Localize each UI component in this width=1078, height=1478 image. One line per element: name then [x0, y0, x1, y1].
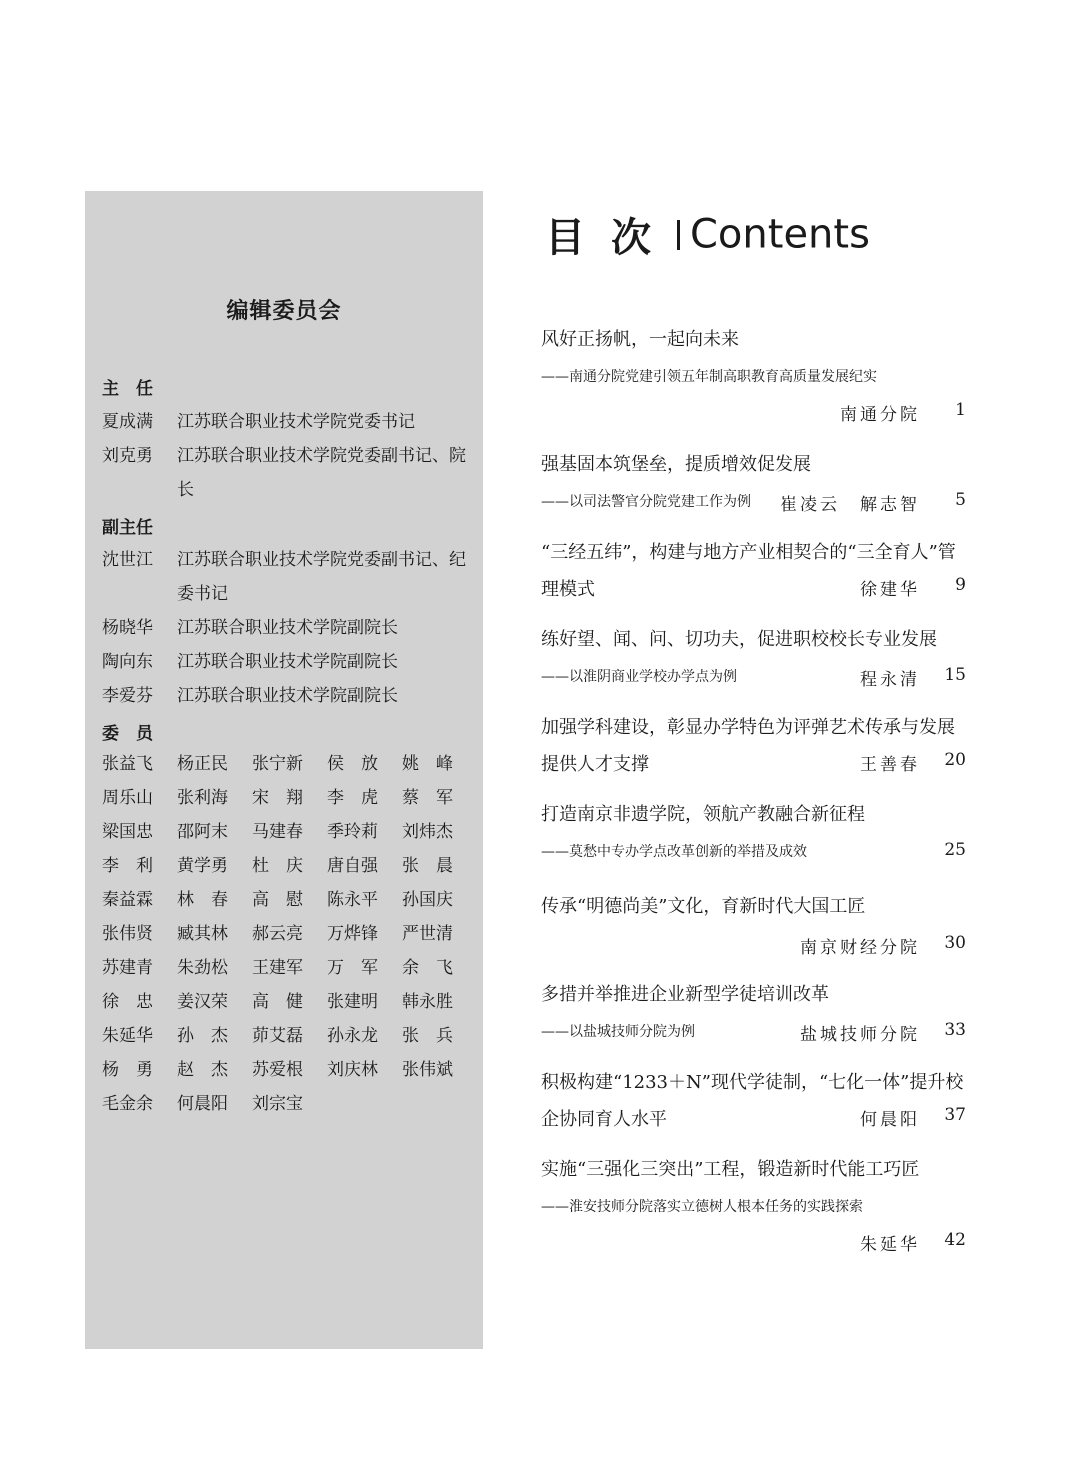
- member-name: 黄学勇: [177, 856, 228, 876]
- toc-author: 盐城技师分院: [800, 1025, 920, 1045]
- member-name: 徐 忠: [102, 992, 153, 1012]
- member-name: 秦益霖: [102, 890, 153, 910]
- toc-title-continued: 提供人才支撑: [541, 754, 649, 775]
- person-position: 江苏联合职业技术学院党委副书记、纪委书记: [177, 550, 466, 604]
- editorial-board-panel: [85, 191, 483, 1349]
- member-name: 朱劲松: [177, 958, 228, 978]
- member-name: 邵阿末: [177, 822, 228, 842]
- deputy-label: 副主任: [102, 518, 153, 538]
- board-title: 编辑委员会: [226, 299, 342, 324]
- member-name: 毛金余: [102, 1094, 153, 1114]
- toc-title: 加强学科建设，彰显办学特色为评弹艺术传承与发展: [541, 717, 955, 738]
- toc-page-number: 1: [955, 400, 966, 420]
- toc-title: 强基固本筑堡垒，提质增效促发展: [541, 454, 811, 475]
- toc-title: 多措并举推进企业新型学徒培训改革: [541, 984, 829, 1005]
- toc-author: 南京财经分院: [800, 938, 920, 958]
- toc-page-number: 42: [944, 1230, 966, 1250]
- member-name: 蔡 军: [402, 788, 453, 808]
- member-name: 朱延华: [102, 1026, 153, 1046]
- member-name: 张宁新: [252, 754, 303, 774]
- member-name: 王建军: [252, 958, 303, 978]
- member-name: 刘庆林: [327, 1060, 378, 1080]
- member-name: 万烨锋: [327, 924, 378, 944]
- member-name: 苏建青: [102, 958, 153, 978]
- members-grid: [102, 747, 477, 1121]
- member-name: 张伟斌: [402, 1060, 453, 1080]
- member-name: 万 军: [327, 958, 378, 978]
- member-name: 刘炜杰: [402, 822, 453, 842]
- member-name: 姜汉荣: [177, 992, 228, 1012]
- person-name: 沈世江: [102, 550, 153, 570]
- director-label: 主 任: [102, 379, 153, 399]
- toc-title: 风好正扬帆，一起向未来: [541, 329, 739, 350]
- member-name: 李 利: [102, 856, 153, 876]
- toc-author: 崔凌云 解志智: [780, 495, 920, 515]
- member-name: 张 晨: [402, 856, 453, 876]
- member-name: 杨 勇: [102, 1060, 153, 1080]
- toc-page-number: 15: [944, 665, 966, 685]
- member-name: 孙 杰: [177, 1026, 228, 1046]
- contents-title-en: Contents: [690, 211, 870, 258]
- toc-page-number: 9: [955, 575, 966, 595]
- toc-subtitle: ——淮安技师分院落实立德树人根本任务的实践探索: [541, 1199, 863, 1215]
- toc-page-number: 33: [944, 1020, 966, 1040]
- member-name: 高 慰: [252, 890, 303, 910]
- member-name: 何晨阳: [177, 1094, 228, 1114]
- member-name: 张益飞: [102, 754, 153, 774]
- person-position: 江苏联合职业技术学院副院长: [177, 618, 398, 638]
- member-name: 姚 峰: [402, 754, 453, 774]
- toc-title: 打造南京非遗学院，领航产教融合新征程: [541, 804, 865, 825]
- person-name: 李爱芬: [102, 686, 153, 706]
- contents-title-cn: 目次: [545, 215, 677, 261]
- member-name: 梁国忠: [102, 822, 153, 842]
- toc-author: 徐建华: [860, 580, 920, 600]
- person-name: 陶向东: [102, 652, 153, 672]
- member-name: 马建春: [252, 822, 303, 842]
- member-name: 孙永龙: [327, 1026, 378, 1046]
- member-name: 张 兵: [402, 1026, 453, 1046]
- contents-heading: [545, 206, 870, 266]
- person-position: 江苏联合职业技术学院党委副书记、院长: [177, 446, 466, 500]
- member-name: 孙国庆: [402, 890, 453, 910]
- member-name: 张建明: [327, 992, 378, 1012]
- member-name: 杨正民: [177, 754, 228, 774]
- members-label: 委 员: [102, 724, 153, 744]
- member-name: 余 飞: [402, 958, 453, 978]
- member-name: 苏爱根: [252, 1060, 303, 1080]
- toc-subtitle: ——莫愁中专办学点改革创新的举措及成效: [541, 844, 807, 860]
- toc-page-number: 20: [944, 750, 966, 770]
- member-name: 侯 放: [327, 754, 378, 774]
- member-name: 臧其林: [177, 924, 228, 944]
- toc-author: 程永清: [860, 670, 920, 690]
- toc-title-continued: 理模式: [541, 579, 595, 600]
- member-name: 张利海: [177, 788, 228, 808]
- person-position: 江苏联合职业技术学院副院长: [177, 686, 398, 706]
- member-name: 唐自强: [327, 856, 378, 876]
- member-name: 陈永平: [327, 890, 378, 910]
- member-name: 茆艾磊: [252, 1026, 303, 1046]
- member-name: 严世清: [402, 924, 453, 944]
- member-name: 张伟贤: [102, 924, 153, 944]
- toc-title: 传承“明德尚美”文化，育新时代大国工匠: [541, 896, 866, 917]
- member-name: 刘宗宝: [252, 1094, 303, 1114]
- toc-subtitle: ——以盐城技师分院为例: [541, 1024, 695, 1040]
- toc-subtitle: ——南通分院党建引领五年制高职教育高质量发展纪实: [541, 369, 877, 385]
- toc-title-continued: 企协同育人水平: [541, 1109, 667, 1130]
- member-name: 韩永胜: [402, 992, 453, 1012]
- toc-author: 南通分院: [840, 405, 920, 425]
- member-name: 高 健: [252, 992, 303, 1012]
- person-position: 江苏联合职业技术学院副院长: [177, 652, 398, 672]
- title-divider: [677, 220, 680, 250]
- member-name: 宋 翔: [252, 788, 303, 808]
- person-position: 江苏联合职业技术学院党委书记: [177, 412, 415, 432]
- toc-title: 积极构建“1233＋N”现代学徒制，“七化一体”提升校: [541, 1072, 964, 1093]
- member-name: 林 春: [177, 890, 228, 910]
- person-name: 夏成满: [102, 412, 153, 432]
- person-name: 杨晓华: [102, 618, 153, 638]
- toc-page-number: 37: [944, 1105, 966, 1125]
- toc-page-number: 5: [955, 490, 966, 510]
- member-name: 周乐山: [102, 788, 153, 808]
- person-name: 刘克勇: [102, 446, 153, 466]
- toc-title: 练好望、闻、问、切功夫，促进职校校长专业发展: [541, 629, 937, 650]
- toc-author: 何晨阳: [860, 1110, 920, 1130]
- toc-page-number: 25: [944, 840, 966, 860]
- toc-subtitle: ——以淮阴商业学校办学点为例: [541, 669, 737, 685]
- toc-author: 朱延华: [860, 1235, 920, 1255]
- toc-title: 实施“三强化三突出”工程，锻造新时代能工巧匠: [541, 1159, 920, 1180]
- member-name: 李 虎: [327, 788, 378, 808]
- toc-page-number: 30: [944, 933, 966, 953]
- member-name: 杜 庆: [252, 856, 303, 876]
- toc-title: “三经五纬”，构建与地方产业相契合的“三全育人”管: [541, 542, 956, 563]
- toc-author: 王善春: [860, 755, 920, 775]
- toc-subtitle: ——以司法警官分院党建工作为例: [541, 494, 751, 510]
- member-name: 赵 杰: [177, 1060, 228, 1080]
- member-name: 季玲莉: [327, 822, 378, 842]
- member-name: 郝云亮: [252, 924, 303, 944]
